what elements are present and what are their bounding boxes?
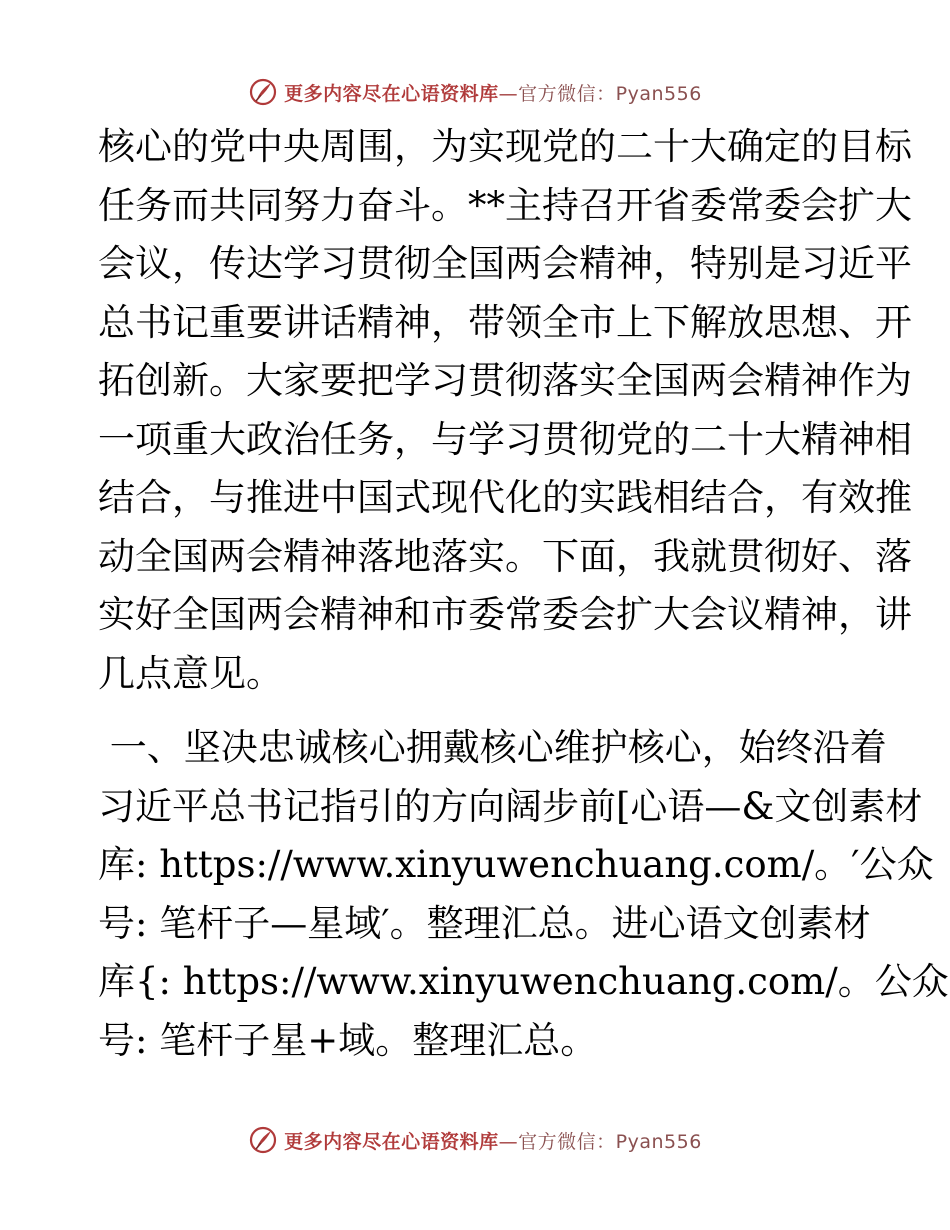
- paragraph-2: [98, 719, 949, 1070]
- paragraph-1-line: 会议，传达学习贯彻全国两会精神，特别是习近平: [98, 242, 912, 285]
- paragraph-1-line: 任务而共同努力奋斗。**主持召开省委常委会扩大: [98, 183, 912, 227]
- paragraph-1-line: 总书记重要讲话精神，带领全市上下解放思想、开: [98, 300, 912, 344]
- paragraph-2-line: 习近平总书记指引的方向阔步前[心语—&文创素材: [98, 784, 923, 828]
- paragraph-1-line: 核心的党中央周围，为实现党的二十大确定的目标: [98, 125, 912, 168]
- paragraph-1-line: 实好全国两会精神和市委常委会扩大会议精神，讲: [98, 593, 912, 636]
- header-brand-text: 更多内容尽在心语资料库: [284, 82, 499, 105]
- paragraph-2-line: 号: 笔杆子星+域。整理汇总。: [98, 1018, 598, 1062]
- header-banner-text: [284, 79, 702, 106]
- paragraph-1-line: 动全国两会精神落地落实。下面，我就贯彻好、落: [98, 534, 912, 578]
- paragraph-1: [98, 118, 912, 703]
- footer-wechat-text: 官方微信：Pyan556: [518, 1130, 702, 1153]
- footer-separator: —: [498, 1130, 519, 1153]
- header-separator: —: [498, 82, 519, 105]
- document-body: [98, 118, 949, 1070]
- footer-brand-text: 更多内容尽在心语资料库: [284, 1130, 499, 1153]
- paragraph-2-line: 库: https://www.xinyuwenchuang.com/。′公众: [98, 843, 934, 886]
- paragraph-1-line: 一项重大政治任务，与学习贯彻党的二十大精神相: [98, 417, 912, 461]
- paragraph-1-line: 结合，与推进中国式现代化的实践相结合，有效推: [98, 476, 912, 519]
- paragraph-2-line: 号: 笔杆子—星域′。整理汇总。进心语文创素材: [98, 901, 871, 945]
- paragraph-1-line: 拓创新。大家要把学习贯彻落实全国两会精神作为: [98, 359, 912, 402]
- feather-pen-logo-icon: [248, 77, 278, 107]
- paragraph-2-line: 一、坚决忠诚核心拥戴核心维护核心，始终沿着: [98, 726, 887, 769]
- footer-banner: [0, 1120, 950, 1160]
- paragraph-2-line: 库{: https://www.xinyuwenchuang.com/。公众: [98, 960, 949, 1003]
- feather-pen-logo-icon: [248, 1125, 278, 1155]
- header-banner: [0, 72, 950, 112]
- paragraph-1-line: 几点意见。: [98, 651, 283, 695]
- footer-banner-text: [284, 1127, 702, 1154]
- header-wechat-text: 官方微信：Pyan556: [518, 82, 702, 105]
